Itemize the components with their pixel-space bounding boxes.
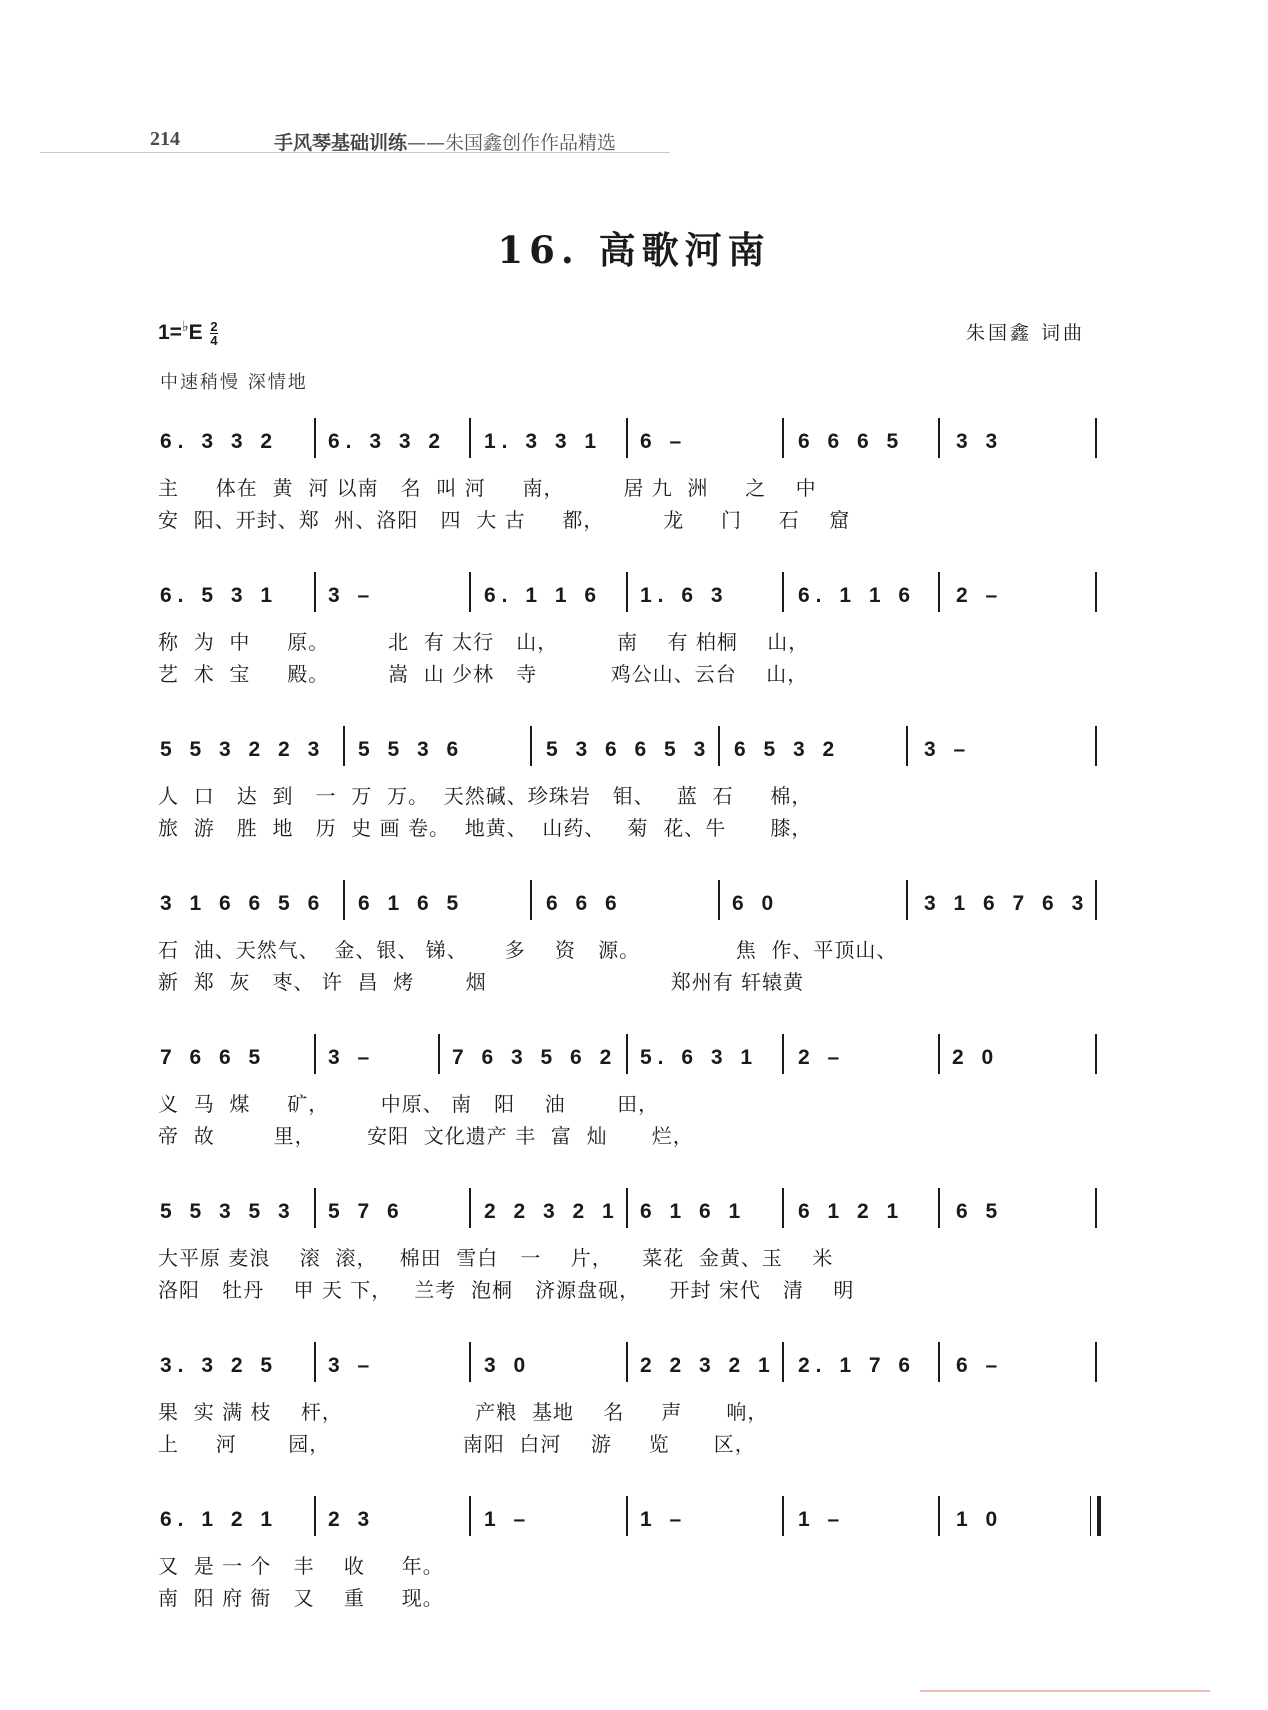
measure: 3 – (328, 1354, 376, 1377)
measure: 2 – (956, 584, 1004, 607)
composer-credit: 朱国鑫 词曲 (966, 322, 1086, 344)
book-title (274, 128, 616, 155)
barline (938, 1034, 940, 1074)
measure: 1 – (640, 1508, 688, 1531)
measure: 6 – (956, 1354, 1004, 1377)
barline (314, 1188, 316, 1228)
lyrics-verse-2: 帝 故 里， 安阳 文化遗产 丰 富 灿 烂， (158, 1124, 694, 1148)
barline (314, 418, 316, 458)
lyrics-verse-1: 义 马 煤 矿， 中原、 南 阳 油 田， (158, 1092, 660, 1116)
time-bottom: 4 (210, 332, 218, 348)
measure: 1. 6 3 (640, 584, 729, 607)
lyrics-verse-1: 大平原 麦浪 滚 滚， 棉田 雪白 一 片， 菜花 金黄、玉 米 (158, 1246, 834, 1270)
measure: 1 0 (956, 1508, 1004, 1531)
barline (938, 572, 940, 612)
barline (530, 726, 532, 766)
book-title-main: 手风琴基础训练 (274, 132, 408, 154)
barline (906, 880, 908, 920)
barline (626, 572, 628, 612)
key-prefix: 1= (158, 321, 182, 344)
measure: 3. 3 2 5 (160, 1354, 279, 1377)
barline (782, 572, 784, 612)
score-system-1 (0, 420, 1268, 560)
measure: 7 6 6 5 (160, 1046, 267, 1069)
measure: 7 6 3 5 6 2 (452, 1046, 618, 1069)
measure: 6 5 3 2 (734, 738, 841, 761)
barline (626, 1034, 628, 1074)
header-rule (40, 152, 670, 153)
barline (469, 1342, 471, 1382)
bottom-edge-mark (920, 1690, 1210, 1698)
running-header (0, 100, 1268, 160)
barline (718, 726, 720, 766)
barline (469, 572, 471, 612)
measure: 6 1 2 1 (798, 1200, 905, 1223)
measure: 6 1 6 1 (640, 1200, 747, 1223)
measure: 2 2 3 2 1 (640, 1354, 776, 1377)
barline (530, 880, 532, 920)
barline (469, 1188, 471, 1228)
measure: 3 – (924, 738, 972, 761)
book-title-subtitle: ——朱国鑫创作作品精选 (407, 132, 617, 154)
barline (1095, 1034, 1097, 1074)
time-signature (210, 320, 217, 347)
measure: 6. 3 3 2 (328, 430, 447, 453)
barline (314, 1496, 316, 1536)
final-barline-thick (1097, 1496, 1101, 1536)
lyrics-verse-1: 称 为 中 原。 北 有 太行 山， 南 有 柏桐 山， (158, 630, 810, 654)
measure: 3 0 (484, 1354, 532, 1377)
score-system-8 (0, 1498, 1268, 1638)
lyrics-verse-1: 石 油、天然气、 金、银、 锑、 多 资 源。 焦 作、平顶山、 (158, 938, 898, 962)
time-top: 2 (210, 318, 218, 334)
measure: 3 3 (956, 430, 1004, 453)
measure: 6 6 6 5 (798, 430, 905, 453)
barline (626, 1342, 628, 1382)
measure: 6 – (640, 430, 688, 453)
page-number: 214 (150, 128, 180, 150)
barline (626, 418, 628, 458)
barline (438, 1034, 440, 1074)
barline (1095, 880, 1097, 920)
barline (782, 1342, 784, 1382)
barline (782, 1496, 784, 1536)
measure: 6. 5 3 1 (160, 584, 279, 607)
lyrics-verse-2: 洛阳 牡丹 甲 天 下， 兰考 泡桐 济源盘砚， 开封 宋代 清 明 (158, 1278, 855, 1302)
measure: 5 5 3 5 3 (160, 1200, 296, 1223)
score-system-4 (0, 882, 1268, 1022)
measure: 3 1 6 7 6 3 (924, 892, 1090, 915)
barline (718, 880, 720, 920)
measure: 2 – (798, 1046, 846, 1069)
lyrics-verse-2: 上 河 园， 南阳 白河 游 览 区， (158, 1432, 756, 1456)
measure: 3 1 6 6 5 6 (160, 892, 326, 915)
barline (1095, 572, 1097, 612)
barline (782, 1188, 784, 1228)
barline (343, 880, 345, 920)
measure: 1 – (798, 1508, 846, 1531)
lyrics-verse-2: 旅 游 胜 地 历 史 画 卷。 地黄、 山药、 菊 花、牛 膝， (158, 816, 813, 840)
barline (782, 418, 784, 458)
measure: 6. 1 1 6 (484, 584, 603, 607)
barline (314, 1034, 316, 1074)
barline (938, 418, 940, 458)
barline (314, 1342, 316, 1382)
lyrics-verse-1: 果 实 满 枝 杆， 产粮 基地 名 声 响， (158, 1400, 769, 1424)
lyrics-verse-2: 南 阳 府 衙 又 重 现。 (158, 1586, 444, 1610)
barline (782, 1034, 784, 1074)
measure: 6 0 (732, 892, 780, 915)
measure: 5 5 3 6 (358, 738, 465, 761)
measure: 2 3 (328, 1508, 376, 1531)
score-system-3 (0, 728, 1268, 868)
barline (1095, 418, 1097, 458)
measure: 2 2 3 2 1 (484, 1200, 620, 1223)
measure: 3 – (328, 1046, 376, 1069)
barline (469, 418, 471, 458)
barline (343, 726, 345, 766)
barline (626, 1188, 628, 1228)
barline (938, 1496, 940, 1536)
measure: 1. 3 3 1 (484, 430, 603, 453)
lyrics-verse-2: 安 阳、开封、郑 州、洛阳 四 大 古 都， 龙 门 石 窟 (158, 508, 851, 532)
lyrics-verse-1: 又 是 一 个 丰 收 年。 (158, 1554, 444, 1578)
measure: 5 7 6 (328, 1200, 405, 1223)
lyrics-verse-2: 新 郑 灰 枣、 许 昌 烤 烟 郑州有 轩辕黄 (158, 970, 805, 994)
score-system-5 (0, 1036, 1268, 1176)
key-signature (158, 318, 218, 347)
measure: 2 0 (952, 1046, 1000, 1069)
barline (626, 1496, 628, 1536)
barline (1095, 1342, 1097, 1382)
measure: 6. 1 2 1 (160, 1508, 279, 1531)
barline (314, 572, 316, 612)
lyrics-verse-1: 人 口 达 到 一 万 万。 天然碱、珍珠岩 钼、 蓝 石 棉， (158, 784, 813, 808)
final-barline-thin (1090, 1496, 1091, 1536)
measure: 2. 1 7 6 (798, 1354, 917, 1377)
lyrics-verse-1: 主 体在 黄 河 以南 名 叫 河 南， 居 九 洲 之 中 (158, 476, 817, 500)
measure: 6 5 (956, 1200, 1004, 1223)
flat-symbol: ♭ (181, 318, 189, 334)
barline (1095, 726, 1097, 766)
barline (1095, 1188, 1097, 1228)
lyrics-verse-2: 艺 术 宝 殿。 嵩 山 少林 寺 鸡公山、云台 山， (158, 662, 809, 686)
score-system-6 (0, 1190, 1268, 1330)
measure: 5 3 6 6 5 3 (546, 738, 712, 761)
measure: 6 6 6 (546, 892, 623, 915)
key-letter: E (188, 321, 203, 344)
barline (938, 1342, 940, 1382)
measure: 5 5 3 2 2 3 (160, 738, 326, 761)
measure: 6 1 6 5 (358, 892, 465, 915)
score-system-7 (0, 1344, 1268, 1484)
barline (938, 1188, 940, 1228)
measure: 6. 3 3 2 (160, 430, 279, 453)
song-title: 16. 高歌河南 (497, 228, 771, 272)
score-system-2 (0, 574, 1268, 714)
tempo-marking: 中速稍慢 深情地 (160, 372, 308, 393)
measure: 1 – (484, 1508, 532, 1531)
measure: 3 – (328, 584, 376, 607)
barline (469, 1496, 471, 1536)
measure: 6. 1 1 6 (798, 584, 917, 607)
measure: 5. 6 3 1 (640, 1046, 759, 1069)
barline (906, 726, 908, 766)
